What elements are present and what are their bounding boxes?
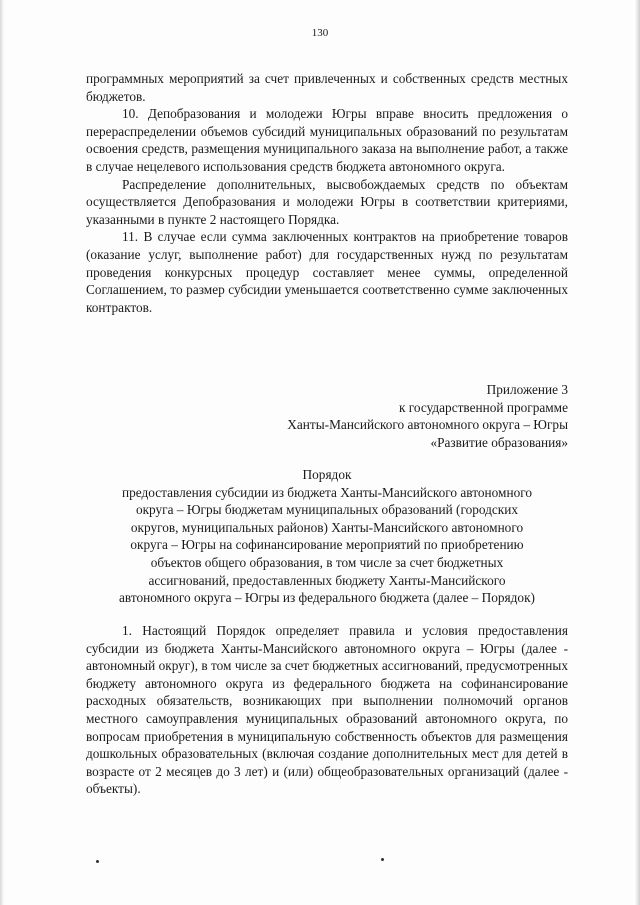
appendix-line-4: «Развитие образования» <box>430 434 568 450</box>
order-title <box>86 466 568 607</box>
paragraph-1: 1. Настоящий Порядок определяет правила и условия предоставления субсидии из бюджета Ханты-Мансийского автономного округа – Югры (далее - автономный округ), в том числе за счет бюджетных ассигнований, предусмотренных бюджету автономного округа из федерального бюджета на софинансирование расходных обязательств, возникающих при выполнении полномочий органов местного самоуправления муниципальных образований автономного округа, по вопросам приобретения в муниципальную собственность объектов для размещения дошкольных образовательных (включая создание дополнительных мест для детей в возрасте от 2 месяцев до 3 лет) и (или) общеобразовательных организаций (далее - объекты). <box>86 623 568 797</box>
appendix-header <box>208 381 568 451</box>
order-title-line-3: округов, муниципальных районов) Ханты-Мансийского автономного <box>130 519 524 535</box>
order-heading: Порядок <box>302 467 352 482</box>
scan-speck-center <box>381 858 384 861</box>
scan-edge-right <box>635 0 640 905</box>
page-number: 130 <box>311 27 329 39</box>
appendix-line-1: Приложение 3 <box>486 382 568 397</box>
paragraph-distribution: Распределение дополнительных, высвобождаемых средств по объектам осуществляется Депобразования и молодежи Югры в соответствии критериями, указанными в пункте 2 настоящего Порядка. <box>86 176 568 227</box>
appendix-line-3: Ханты-Мансийского автономного округа – Югры <box>287 417 568 433</box>
order-title-line-1: предоставления субсидии из бюджета Ханты-Мансийского автономного <box>121 484 532 500</box>
paragraph-continuation: программных мероприятий за счет привлеченных и собственных средств местных бюджетов. <box>86 71 568 104</box>
text-block-bottom <box>86 622 568 798</box>
paragraph-10: 10. Депобразования и молодежи Югры вправе вносить предложения о перераспределении объемов субсидий муниципальных образований по результатам освоения средств, размещения муниципального заказа на выполнение работ, а также в случае нецелевого использования средств бюджета автономного округа. <box>86 106 568 174</box>
scan-speck-left <box>96 860 99 863</box>
order-title-line-4: округа – Югры на софинансирование мероприятий по приобретению <box>130 537 524 553</box>
order-title-line-6: ассигнований, предоставленных бюджету Ханты-Мансийского <box>148 572 506 588</box>
order-title-line-2: округа – Югры бюджетам муниципальных образований (городских <box>135 502 519 518</box>
order-title-line-5: объектов общего образования, в том числе за счет бюджетных <box>150 554 504 570</box>
paragraph-11: 11. В случае если сумма заключенных контрактов на приобретение товаров (оказание услуг, выполнение работ) для государственных нужд по результатам проведения конкурсных процедур составляет менее суммы, определенной Соглашением, то размер субсидии уменьшается соответственно сумме заключенных контрактов. <box>86 229 568 315</box>
scan-edge-left <box>0 0 4 905</box>
appendix-line-2: к государственной программе <box>398 399 568 415</box>
order-title-line-7: автономного округа – Югры из федерального бюджета (далее – Порядок) <box>119 590 535 606</box>
text-block-top <box>86 70 568 316</box>
